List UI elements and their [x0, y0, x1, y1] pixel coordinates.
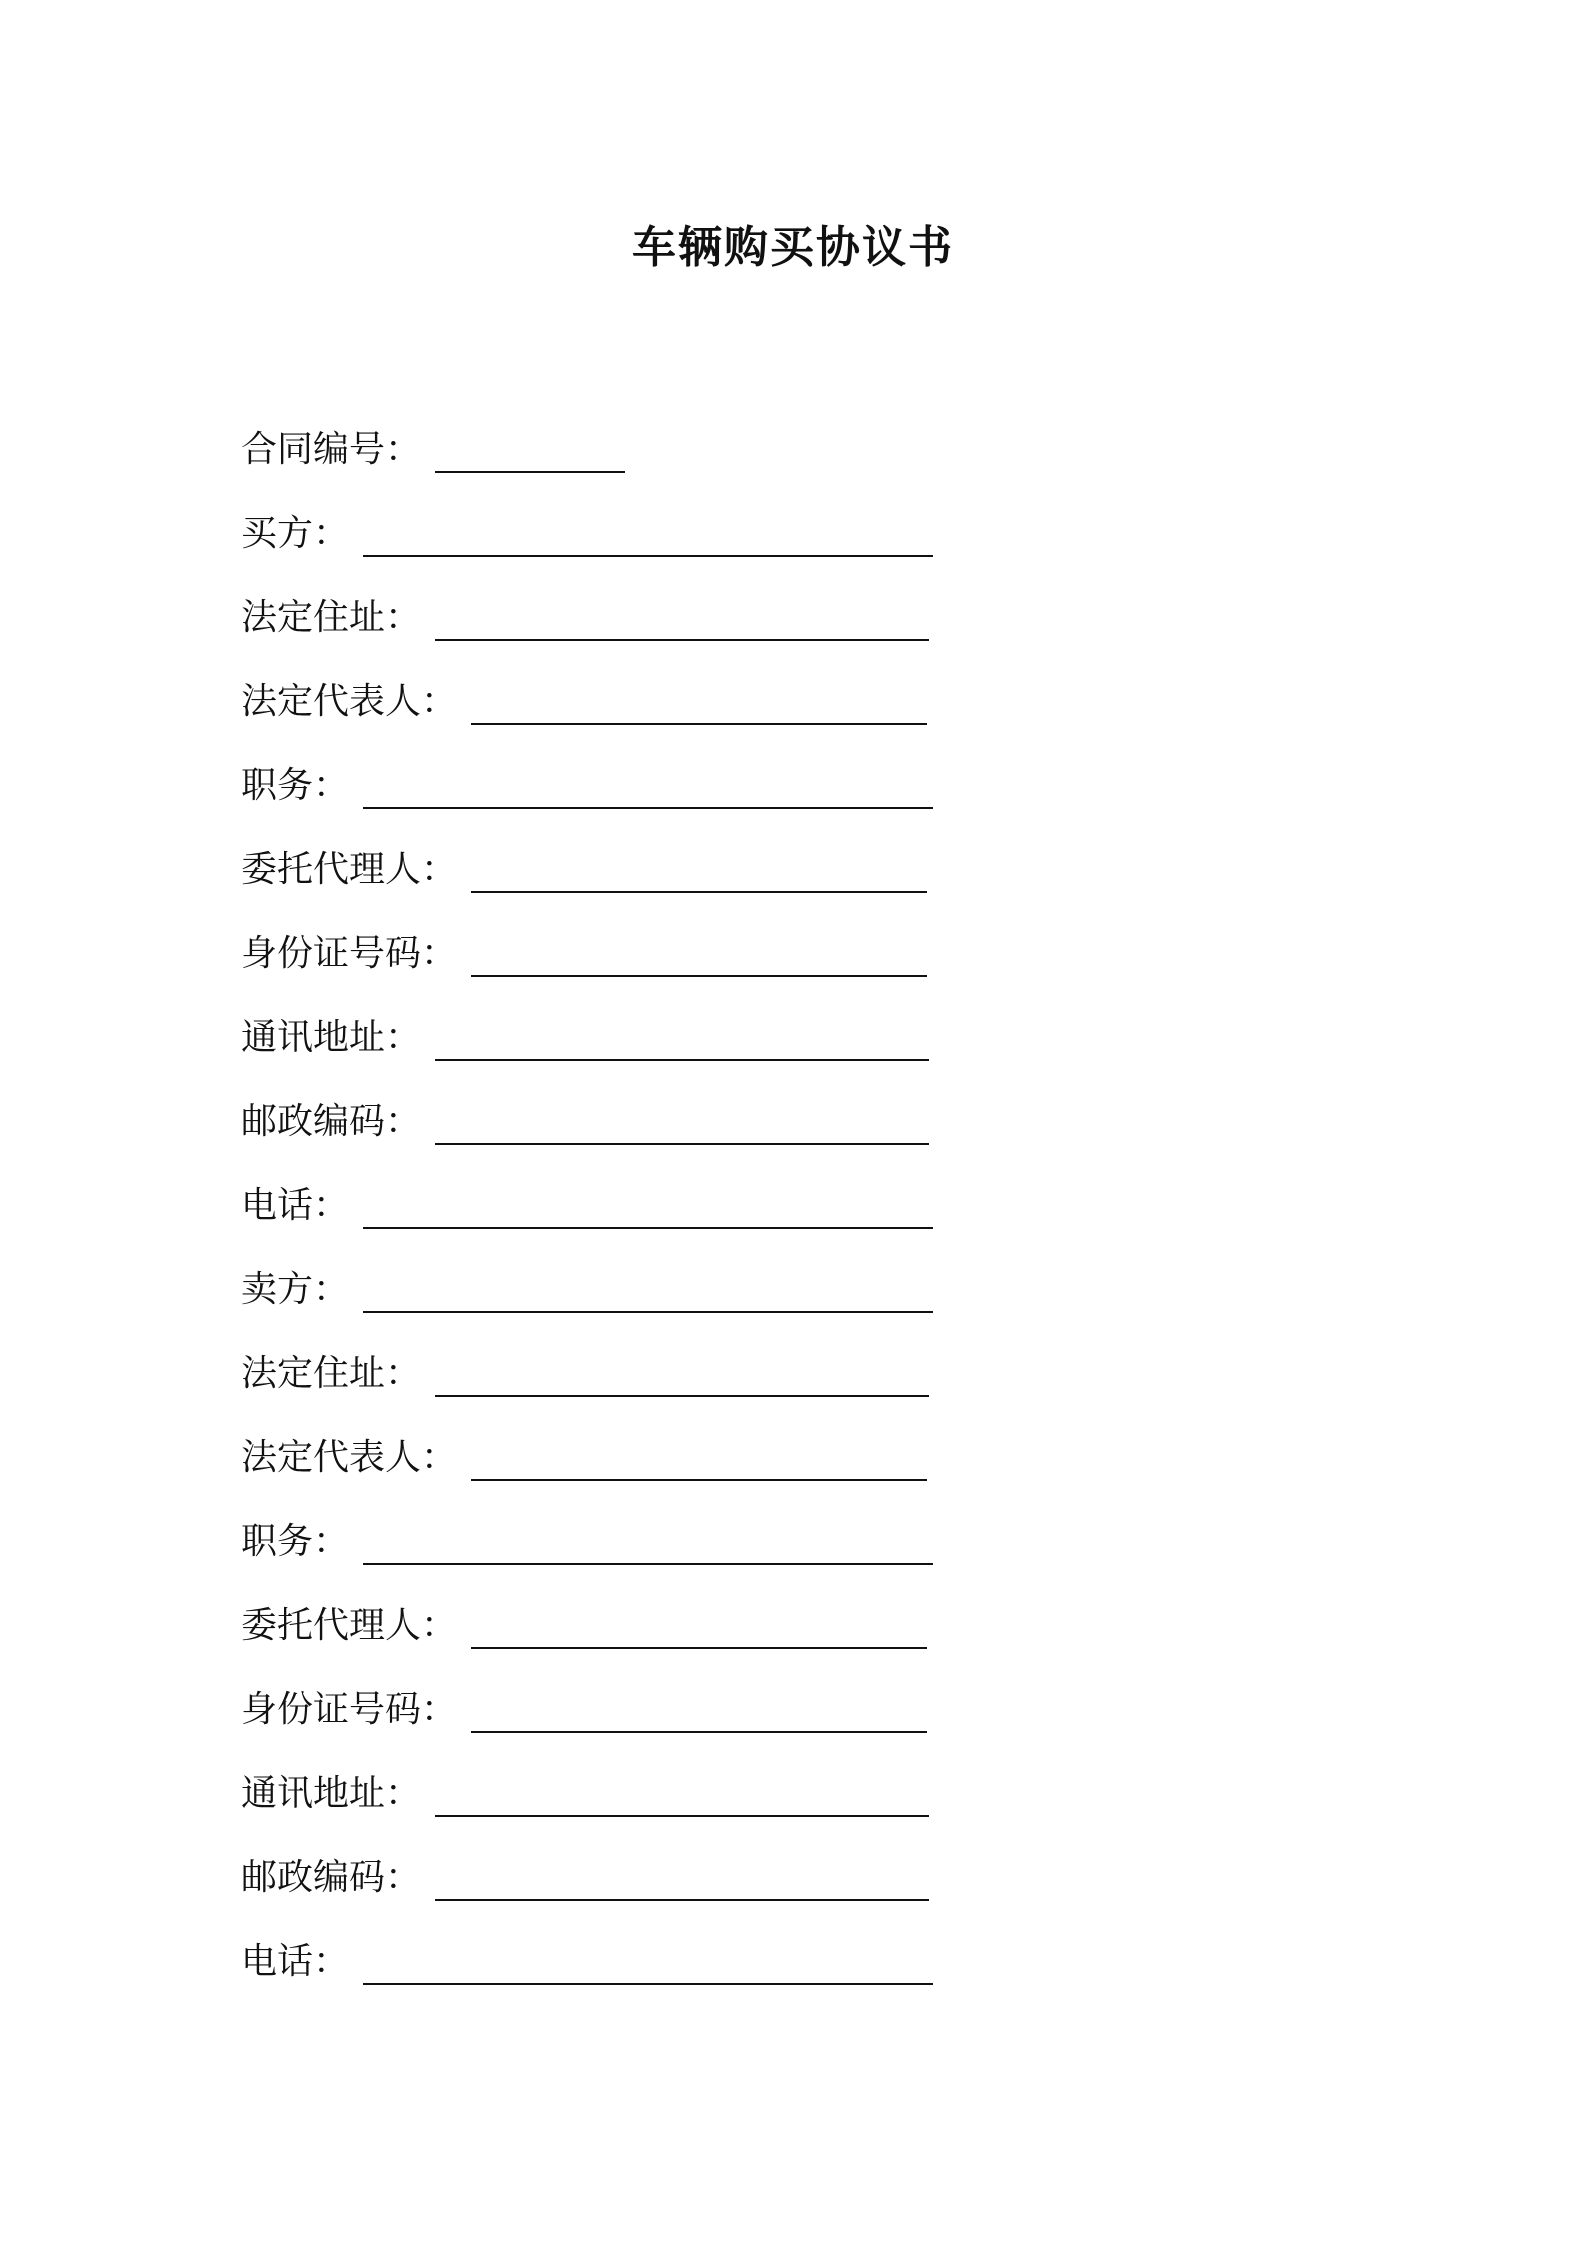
- fill-in-blank[interactable]: [435, 1859, 929, 1901]
- fill-in-blank[interactable]: [435, 1775, 929, 1817]
- fill-in-blank[interactable]: [435, 1355, 929, 1397]
- form-field: [241, 1752, 1341, 1836]
- field-label: 法定代表人: [241, 681, 422, 722]
- field-label: 邮政编码: [241, 1857, 386, 1898]
- fill-in-blank[interactable]: [363, 767, 933, 809]
- fill-in-blank[interactable]: [363, 1523, 933, 1565]
- form-field: [241, 1836, 1341, 1920]
- field-label: 通讯地址: [241, 1017, 386, 1058]
- fill-in-blank[interactable]: [471, 1691, 927, 1733]
- fill-in-blank[interactable]: [471, 683, 927, 725]
- field-label: 身份证号码: [241, 1689, 422, 1730]
- form-field: [241, 408, 1341, 492]
- form-field: [241, 912, 1341, 996]
- fill-in-blank[interactable]: [363, 515, 933, 557]
- form-field: [241, 1500, 1341, 1584]
- fill-in-blank[interactable]: [363, 1943, 933, 1985]
- field-label: 通讯地址: [241, 1773, 386, 1814]
- field-colon: ：: [313, 1185, 350, 1226]
- field-colon: ：: [385, 1773, 422, 1814]
- form-field: [241, 1248, 1341, 1332]
- field-colon: ：: [385, 1101, 422, 1142]
- document-title: 车辆购买协议书: [632, 222, 954, 273]
- field-colon: ：: [313, 513, 350, 554]
- form-field: [241, 744, 1341, 828]
- form-field: [241, 828, 1341, 912]
- field-colon: ：: [385, 1857, 422, 1898]
- form-field: [241, 996, 1341, 1080]
- form-field: [241, 1080, 1341, 1164]
- form-fields: [241, 408, 1341, 2004]
- field-colon: ：: [385, 1017, 422, 1058]
- form-field: [241, 492, 1341, 576]
- fill-in-blank[interactable]: [435, 431, 625, 473]
- field-label: 合同编号: [241, 429, 386, 470]
- form-field: [241, 1920, 1341, 2004]
- field-colon: ：: [421, 1437, 458, 1478]
- field-colon: ：: [421, 933, 458, 974]
- field-colon: ：: [385, 429, 422, 470]
- field-label: 法定代表人: [241, 1437, 422, 1478]
- fill-in-blank[interactable]: [471, 935, 927, 977]
- form-field: [241, 576, 1341, 660]
- field-colon: ：: [385, 1353, 422, 1394]
- field-colon: ：: [385, 597, 422, 638]
- field-label: 买方: [241, 513, 314, 554]
- field-label: 卖方: [241, 1269, 314, 1310]
- field-label: 法定住址: [241, 1353, 386, 1394]
- field-colon: ：: [313, 1269, 350, 1310]
- field-colon: ：: [313, 1521, 350, 1562]
- form-field: [241, 1584, 1341, 1668]
- field-label: 委托代理人: [241, 1605, 422, 1646]
- field-colon: ：: [421, 1605, 458, 1646]
- fill-in-blank[interactable]: [435, 1103, 929, 1145]
- field-label: 职务: [241, 1521, 314, 1562]
- form-field: [241, 1416, 1341, 1500]
- fill-in-blank[interactable]: [435, 1019, 929, 1061]
- form-field: [241, 660, 1341, 744]
- form-field: [241, 1668, 1341, 1752]
- field-label: 电话: [241, 1185, 314, 1226]
- fill-in-blank[interactable]: [471, 1607, 927, 1649]
- field-label: 法定住址: [241, 597, 386, 638]
- fill-in-blank[interactable]: [363, 1271, 933, 1313]
- field-colon: ：: [421, 849, 458, 890]
- field-label: 邮政编码: [241, 1101, 386, 1142]
- form-field: [241, 1164, 1341, 1248]
- field-label: 身份证号码: [241, 933, 422, 974]
- field-label: 委托代理人: [241, 849, 422, 890]
- fill-in-blank[interactable]: [471, 1439, 927, 1481]
- field-colon: ：: [313, 1941, 350, 1982]
- fill-in-blank[interactable]: [435, 599, 929, 641]
- field-colon: ：: [421, 681, 458, 722]
- field-colon: ：: [313, 765, 350, 806]
- field-label: 职务: [241, 765, 314, 806]
- field-colon: ：: [421, 1689, 458, 1730]
- fill-in-blank[interactable]: [471, 851, 927, 893]
- fill-in-blank[interactable]: [363, 1187, 933, 1229]
- form-field: [241, 1332, 1341, 1416]
- field-label: 电话: [241, 1941, 314, 1982]
